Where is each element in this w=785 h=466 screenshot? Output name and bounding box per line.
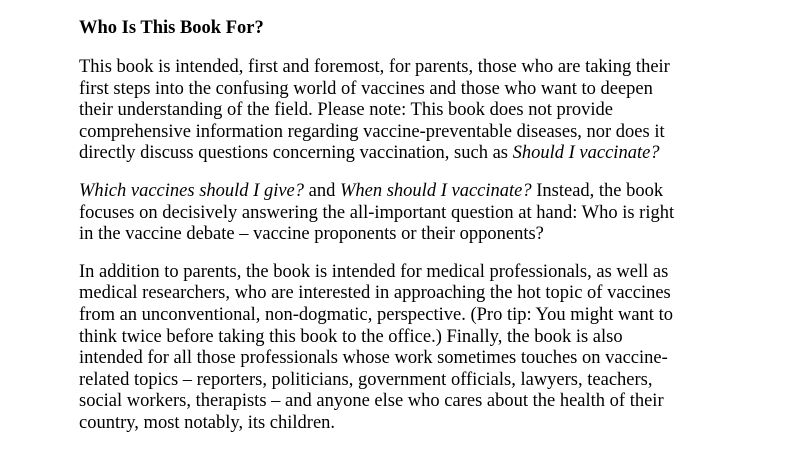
paragraph-professionals bbox=[79, 262, 709, 435]
text-line: from an unconventional, non-dogmatic, perspective. (Pro tip: You might want to bbox=[79, 304, 673, 325]
text-line: social workers, therapists – and anyone else who cares about the health of their bbox=[79, 391, 664, 412]
text-line: in the vaccine debate – vaccine proponents or their opponents? bbox=[79, 224, 544, 245]
text-line bbox=[79, 143, 709, 165]
text-line: comprehensive information regarding vaccine-preventable diseases, nor does it bbox=[79, 121, 665, 142]
text-line: think twice before taking this book to the office.) Finally, the book is also bbox=[79, 326, 623, 347]
text-line bbox=[79, 181, 709, 203]
italic-question: When should I vaccinate? bbox=[339, 180, 532, 201]
document-page bbox=[79, 17, 709, 451]
text-run: directly discuss questions concerning vaccination, such as bbox=[79, 143, 513, 164]
text-run: Instead, the book bbox=[531, 180, 664, 201]
section-heading: Who Is This Book For? bbox=[79, 18, 264, 38]
text-line: related topics – reporters, politicians, government officials, lawyers, teachers, bbox=[79, 369, 653, 390]
paragraph-intended-for-parents bbox=[79, 57, 709, 165]
italic-question: Should I vaccinate? bbox=[512, 143, 660, 164]
text-line: country, most notably, its children. bbox=[79, 412, 336, 433]
paragraph-book-focus bbox=[79, 181, 709, 246]
text-line: medical researchers, who are interested in approaching the hot topic of vaccines bbox=[79, 283, 671, 304]
italic-question: Which vaccines should I give? bbox=[79, 180, 305, 201]
text-line: intended for all those professionals whose work sometimes touches on vaccine- bbox=[79, 348, 668, 369]
text-line: first steps into the confusing world of vaccines and those who want to deepen bbox=[79, 78, 653, 99]
text-line: This book is intended, first and foremost, for parents, those who are taking their bbox=[79, 57, 670, 77]
text-run: and bbox=[304, 180, 340, 201]
text-line: In addition to parents, the book is intended for medical professionals, as well as bbox=[79, 261, 669, 282]
text-line: focuses on decisively answering the all-important question at hand: Who is right bbox=[79, 202, 675, 223]
text-line: their understanding of the field. Please note: This book does not provide bbox=[79, 100, 613, 121]
